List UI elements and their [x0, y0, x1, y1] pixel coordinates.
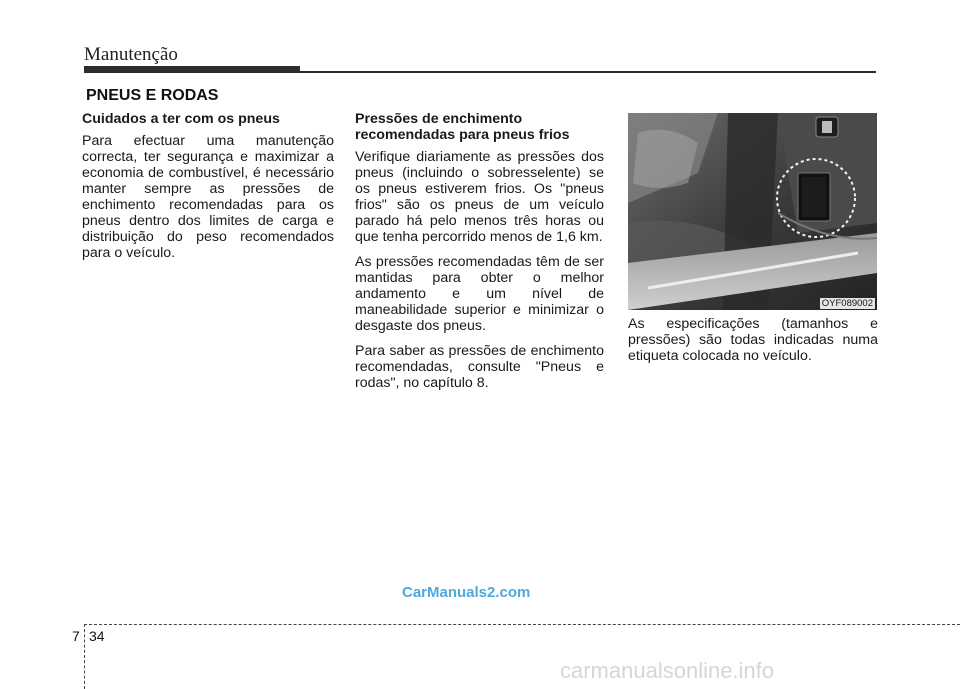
header-rule — [300, 71, 876, 73]
chapter-number: 7 — [72, 628, 80, 644]
column-3 — [628, 316, 878, 373]
section-title: Manutenção — [84, 44, 178, 65]
tire-label-photo — [628, 113, 877, 310]
column-1 — [82, 111, 334, 270]
header-bar — [84, 66, 300, 73]
page-number: 34 — [89, 628, 105, 644]
paragraph: Verifique diariamente as pressões dos pneus (incluindo o sobresselente) se os pneus estiverem frios. Os "pneus frios" são os pneus de um veículo parado há pelo menos três horas ou que tenha percorrido menos de 1,6 km. — [355, 149, 604, 245]
door-pillar-illustration — [628, 113, 877, 310]
site-watermark: carmanualsonline.info — [560, 658, 775, 683]
footer-divider-vertical — [84, 624, 85, 689]
column-2 — [355, 111, 604, 400]
figure-code: OYF089002 — [821, 298, 873, 309]
subtitle-tire-care: Cuidados a ter com os pneus — [82, 111, 280, 127]
paragraph: As especificações (tamanhos e pressões) são todas indicadas numa etiqueta colocada no veículo. — [628, 316, 878, 364]
subtitle-cold-tire-pressure: Pressões de enchimento recomendadas para pneus frios — [355, 111, 570, 143]
paragraph: Para efectuar uma manutenção correcta, ter segurança e maximizar a economia de combustível, é necessário manter sempre as pressões de enchimento recomendadas para os pneus dentro dos limites de carga e distribuição do peso recomendados para o veículo. — [82, 133, 334, 261]
watermark-link[interactable]: CarManuals2.com — [402, 584, 531, 601]
chapter-title: PNEUS E RODAS — [86, 87, 219, 104]
paragraph: Para saber as pressões de enchimento recomendadas, consulte "Pneus e rodas", no capítulo 8. — [355, 343, 604, 391]
paragraph: As pressões recomendadas têm de ser mantidas para obter o melhor andamento e um nível de maneabilidade superior e minimizar o desgaste dos pneus. — [355, 254, 604, 334]
footer-divider-horizontal — [84, 624, 960, 625]
